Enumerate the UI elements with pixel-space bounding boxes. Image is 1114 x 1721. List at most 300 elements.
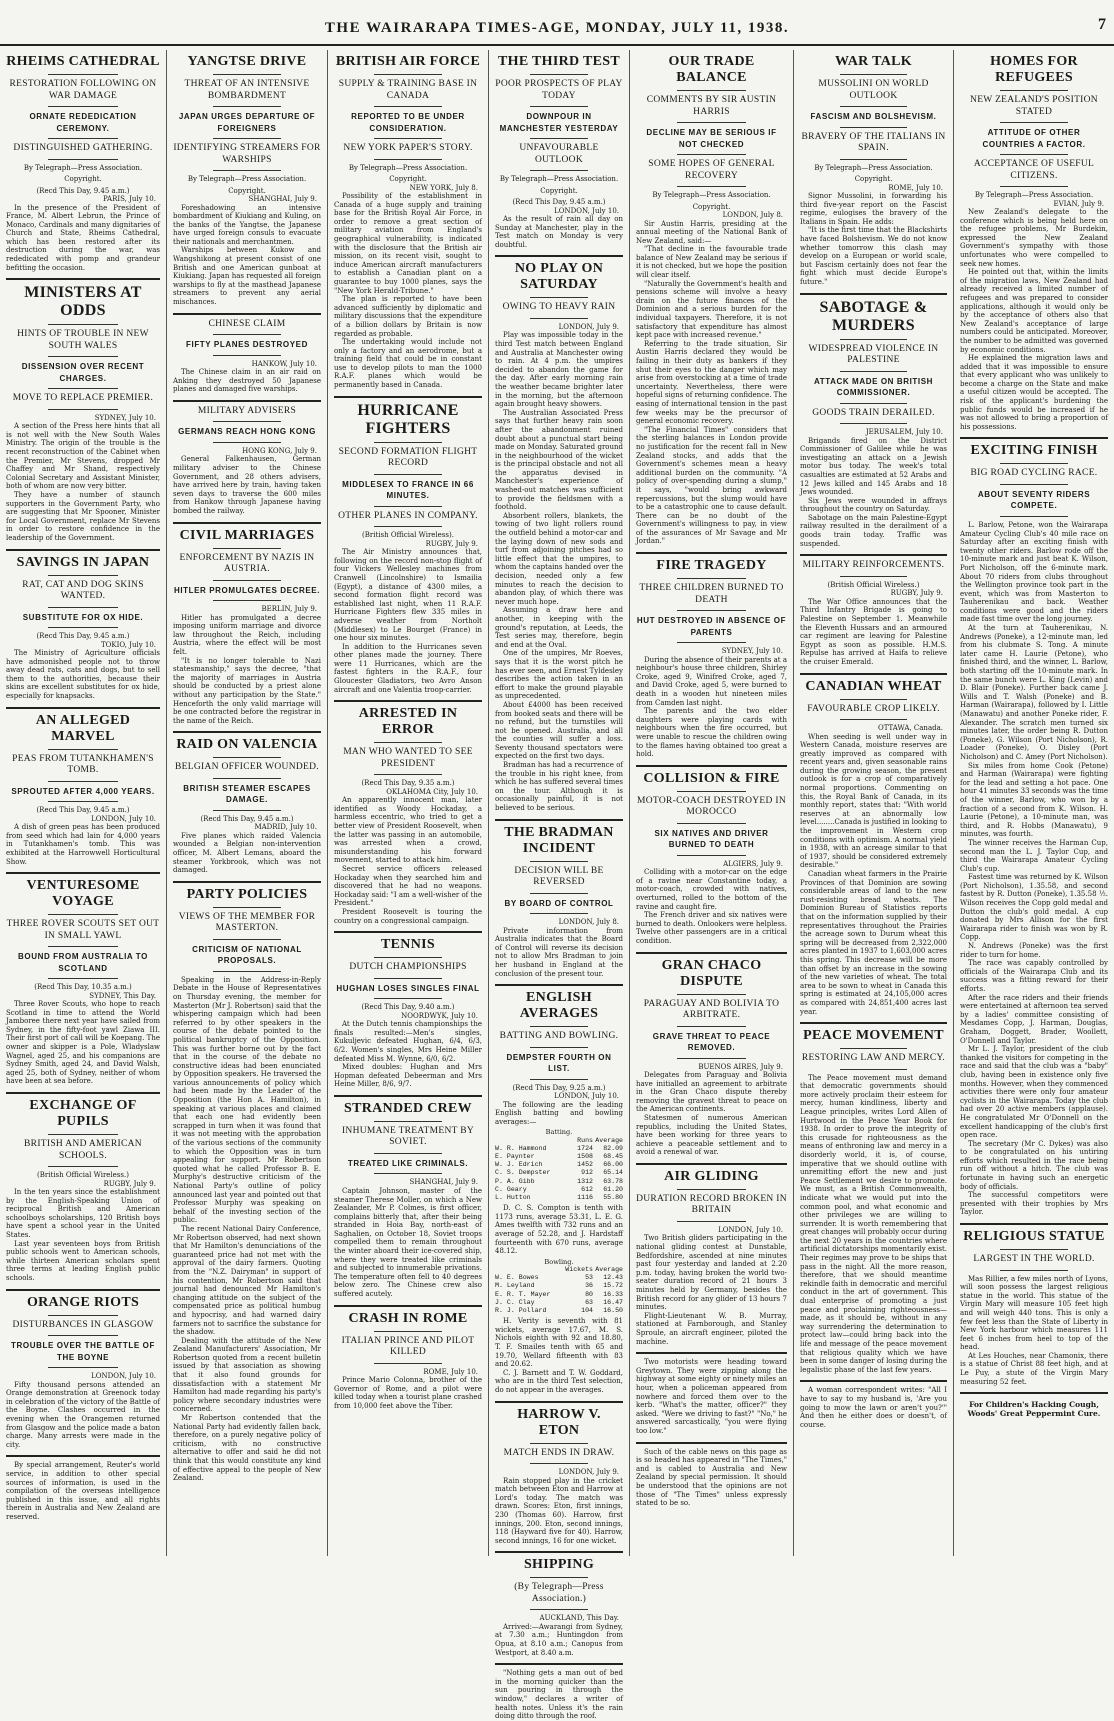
subheading: SIX NATIVES AND DRIVER BURNED TO DEATH [654, 828, 769, 850]
paragraph: One of the umpires, Mr Roeves, says that it is the worst pitch he has ever seen, and Ernest Tyldesley describes the action taken in an effort to make the ground playable as unprecedented. [495, 649, 623, 701]
article [6, 278, 160, 542]
article-body [495, 1204, 623, 1256]
article-divider [800, 673, 947, 675]
subheading-rule [840, 127, 908, 128]
column-7 [953, 50, 1114, 1556]
stats-cell: 65.14 [603, 1169, 623, 1177]
paragraph: When seeding is well under way in Western Canada, moisture reserves are greatly improved as compared with recent years and, given seasonable rains during the growing season, the present outlook is for a crop of comparatively normal proportions. Commenting on this, the Royal Bank of Canada, in its monthly report, states that: "With world reserves at an abnormally low level........Canada is justified in looking to the improvement in Western crop conditions with optimism. A normal yield in 1938, with an acreage similar to that of 1937, should be considered extremely desirable." [800, 732, 947, 870]
subheading: FIFTY PLANES DESTROYED [186, 340, 308, 350]
paragraph: Last year seventeen boys from British public schools went to American schools, while thirteen American scholars spent three terms at leading English public schools. [6, 1239, 160, 1282]
article-divider [6, 1092, 160, 1094]
column-6 [793, 50, 953, 1556]
article [636, 552, 787, 759]
paragraph: Secret service officers released Hockaday when they searched him and discovered that he had no weapons. Hockaday said: "I am a well-wisher of the President." [334, 865, 482, 908]
article-divider [334, 1095, 482, 1097]
paragraph: C. J. Barnett and T. W. Goddard, who are in the third Test selection, do not appear in the averages. [495, 1368, 623, 1395]
article [636, 1442, 787, 1508]
stats-header-cell: Average [595, 1266, 623, 1274]
article-body [6, 1461, 160, 1521]
article [334, 396, 482, 695]
subheading-rule [48, 1335, 119, 1336]
subheading-rule [374, 159, 442, 160]
stats-row [495, 1307, 623, 1315]
wire-credit: (British Official Wireless.) [37, 1171, 129, 1180]
dateline: TOKIO, July 10. [100, 640, 156, 649]
paragraph: Colliding with a motor-car on the edge of a ravine near Constantine today, a motor-coach, crowded with natives, overturned, rolled to the bottom of the ravine and caught fire. [636, 868, 787, 911]
subheading-rule [48, 801, 119, 802]
paragraph: "It is no longer tolerable to Nazi statesmanship," says the decree, "that the majority of marriages in Austria should be conducted by a priest alone without any participation by the State." Henceforth the only valid marriage will be one contracted before the registrar in the name of the Reich. [173, 656, 321, 725]
article-body [636, 1071, 787, 1157]
stats-row [495, 1291, 623, 1299]
subheading: BIG ROAD CYCLING RACE. [970, 468, 1098, 479]
stats-cell: C. S. Dempster [495, 1169, 551, 1177]
paragraph: As the result of rain all day on Sunday at Manchester, play in the Test match on Monday is very doubtful. [495, 215, 623, 249]
paragraph: Delegates from Paraguay and Bolivia have initialled an agreement to arbitrate in the Gran Chaco dispute thereby removing the gravest threat to peace on the American continents. [636, 1071, 787, 1114]
article [495, 1551, 623, 1657]
paragraph: Six Jews were wounded in affrays throughout the country on Saturday. [800, 496, 947, 514]
subheading: MAN WHO WANTED TO SEE PRESIDENT [343, 747, 473, 769]
paragraph: The secretary (Mr C. Dykes) was also to be congratulated on his untiring efforts which resulted in the race being run off without a hitch. The club was fortunate in having such an energetic body of officials. [960, 1139, 1108, 1191]
wire-credit: Copyright. [228, 186, 266, 195]
article [6, 54, 160, 272]
headline: CIVIL MARRIAGES [179, 527, 315, 543]
article-body [6, 649, 160, 701]
article [173, 881, 321, 1483]
article-body [173, 832, 321, 875]
article-divider [173, 400, 321, 402]
paragraph: N. Andrews (Poneke) was the first rider to turn for home. [960, 942, 1108, 959]
subheading: RAT, CAT AND DOG SKINS WANTED. [22, 579, 144, 602]
article [495, 255, 623, 812]
dateline: RUGBY, July 9. [890, 589, 943, 598]
subheading: TREATED LIKE CRIMINALS. [347, 1158, 469, 1168]
dateline: LONDON, July 10. [91, 814, 156, 823]
headline-rule [213, 757, 281, 758]
dateline: BERLIN, July 9. [261, 605, 317, 614]
paragraph: The parents and the two elder daughters were playing cards with neighbours when the fire occurred, but were unable to rescue the children owing to the flames having obtained too great a hold. [636, 707, 787, 759]
headline-rule [374, 442, 442, 443]
paragraph: Two British gliders participating in the national gliding contest at Dunstable, Bedfordshire, ascended at nine minutes past four yesterday and landed at 2.20 p.m. today, having broken the world two-seater duration record of 21 hours 3 minutes held by Germany, besides the British record for any glider of 13 hours 7 minutes. [636, 1234, 787, 1312]
paragraph: At the turn at Tauherenikau, N. Andrews (Poneke), a 12-minute man, led from his clubmate S. Tong. A minute later came H. Laurie (Petone), who finished third, and the winner, L. Barlow, both starting off the 10-minute mark. In the same bunch were L. King (Levin) and D. Blair (Poneke). Further back came J. Wills and T. Walsh (Poneke) and B. Harman (Wairarapa), followed by I. Little (Manawatu) and another Poneke rider, F. Alexander. The scratch men turned six minutes later, the order being R. Dutton (Poneke), G. Wilson (Port Nicholson), R. Loader (Poneke), O. Disley (Port Nicholson) and C. Amey (Port Nicholson). [960, 624, 1108, 761]
article [636, 952, 787, 1157]
subheading-rule [530, 893, 589, 894]
paragraph: A dish of green peas has been produced from seed which had lain for 4,000 years in Tutankhamen's tomb. This was exhibited at the Harrowwell Horticultural Show. [6, 823, 160, 866]
headline: SAVINGS IN JAPAN [16, 554, 150, 570]
received-note: (Recd This Day, 9.45 a.m.) [36, 632, 130, 641]
subheading: BOUND FROM AUSTRALIA TO SCOTLAND [18, 952, 148, 973]
headline: GRAN CHACO DISPUTE [661, 957, 762, 989]
article-body [636, 868, 787, 945]
subheading-rule [374, 978, 442, 979]
article [334, 700, 482, 925]
stats-row [495, 1194, 623, 1202]
article [495, 1663, 623, 1721]
article-body [636, 1448, 787, 1508]
headline-rule [1000, 463, 1068, 464]
subheading-rule [530, 1463, 589, 1464]
stats-row [495, 1153, 623, 1161]
subheading: CHINESE CLAIM [208, 318, 286, 329]
article-body [636, 220, 787, 547]
article-body [6, 204, 160, 273]
article-body [800, 598, 947, 667]
subheading: SECOND FORMATION FLIGHT RECORD [338, 446, 478, 469]
subheading-rule [374, 106, 442, 107]
subheading-rule [677, 1221, 746, 1222]
article-body [495, 1669, 623, 1721]
stats-row [495, 1145, 623, 1153]
wire-credit: Copyright. [389, 175, 427, 183]
paragraph: In addition to the Hurricanes seven other planes made the journey. There were 11 Hurricanes, which are the fastest fighters in the R.A.F., four Gloucester Gladiators, two Avro Anson aircraft and one Valentia troop-carrier. [334, 642, 482, 694]
paragraph: Brigands fired on the District Commissioner of Galilee while he was investigating an attack on a Jewish motor bus today. The week's total casualties are estimated at 52 Arabs and 12 Jews killed and 145 Arabs and 18 Jews wounded. [800, 436, 947, 497]
article-body [495, 1101, 623, 1127]
paragraph: Speaking in the Address-in-Reply Debate in the House of Representatives on Thursday evening, the member for Masterton (Mr J. Robertson) said that the whispering campaign which had been referred to by other speakers in the course of the debate pointed to the political bankruptcy of the Opposition. This was further borne out by the fact that in the course of the debate no constructive ideas had been enunciated by Opposition speakers. He traversed the various announcements of policy which had been made by the Leader of the Opposition (the Hon A. Hamilton), in speaking at various places and claimed that each one had evidently been scrapped in turn when it was found that it was not meeting with the approbation of the various sections of the community to which the Opposition was in turn appealing for support. Mr Robertson quoted what he called Professor B. E. Murphy's destructive criticism of the National Party's outline of policy announced last year and pointed out that Professor Murphy was speaking on behalf of the investing section of the public. [173, 975, 321, 1225]
subheading-rule [677, 1026, 746, 1027]
subheading-rule [374, 1363, 442, 1364]
received-note: (Recd This Day, 9.35 a.m.) [361, 779, 455, 788]
headline: EXCITING FINISH [970, 443, 1098, 459]
paragraph: General Falkenhausen, German military adviser to the Chinese Government, and 28 others advisers, have arrived here by train, having taken seven days to traverse the 600 miles from Hankow through Japanese having bombed the railway. [173, 455, 321, 515]
dateline: SYDNEY, This Day. [89, 991, 156, 1000]
subheading-rule [677, 642, 746, 643]
paragraph: Mixed doubles: Hughan and Mrs Hopman defeated Debeerman and Mrs Heine Miller, 8/6, 9/7. [334, 1063, 482, 1089]
stats-cell: 612 [581, 1185, 593, 1193]
article-divider [800, 554, 947, 556]
paragraph: In the presence of the President of France, M. Albert Lebrun, the Prince of Monaco, Cardinals and many dignitaries of Church and State, Rheims Cathedral, which has been restored after its destruction during the war, was rededicated with pomp and grandeur befitting the occasion. [6, 203, 160, 272]
paragraph: The French driver and six natives were burned to death. Onlookers were helpless. Twelve other passengers are in a critical condition. [636, 911, 787, 945]
subheading-rule [48, 409, 119, 410]
subheading-rule [213, 810, 281, 811]
article-body [6, 1381, 160, 1450]
headline-rule [530, 1443, 589, 1444]
article [800, 293, 947, 549]
subheading-rule [840, 403, 908, 404]
subheading-rule [677, 122, 746, 123]
paragraph: At the Dutch tennis championships the finals resulted:—Men's singles, Kukuljevic defeated Hughan, 6/4, 6/3, 6/2. Women's singles, Mrs Heine Miller defeated Miss M. Wynne, 6/0, 6/2. [334, 1020, 482, 1063]
article-body [334, 192, 482, 390]
subheading-rule [530, 138, 589, 139]
subheading: DISTINGUISHED GATHERING. [13, 143, 153, 153]
article [173, 54, 321, 307]
subheading: BELGIAN OFFICER WOUNDED. [175, 762, 319, 773]
article [6, 1455, 160, 1521]
article-divider [6, 707, 160, 709]
masthead [0, 0, 1114, 46]
stats-cell: 61.20 [603, 1185, 623, 1193]
subheading-rule [48, 978, 119, 979]
subheading-rule [374, 774, 442, 775]
dateline: RUGBY, July 9. [425, 539, 478, 548]
stats-cell: E. Paynter [495, 1153, 535, 1161]
subheading-rule [374, 1173, 442, 1174]
headline-rule [213, 907, 281, 908]
stats-cell: 80 [585, 1290, 593, 1298]
headline-rule [677, 90, 746, 91]
subheading: HUGHAN LOSES SINGLES FINAL [336, 983, 480, 993]
paragraph: "That decline in the favourable trade balance of New Zealand may be serious if it is not checked, but we hope the position will clear itself. [636, 245, 787, 280]
subheading: RESTORING LAW AND MERCY. [801, 1053, 946, 1064]
article [636, 1352, 787, 1435]
subheading-rule [1000, 484, 1068, 485]
paragraph: Fifty thousand persons attended an Orange demonstration at Greenock today in celebration of the victory of the Battle of the Boyne. Clashes occurred in the evening when the Orangemen returned from Glasgow and the police made a baton charge. Many arrests were made in the city. [6, 1380, 160, 1449]
received-note: (Recd This Day, 9.45 a.m.) [512, 198, 606, 206]
subheading: JAPAN URGES DEPARTURE OF FOREIGNERS [178, 112, 316, 133]
article [173, 522, 321, 726]
article-body [173, 368, 321, 394]
article-divider [960, 1223, 1108, 1225]
stats-cell: E. R. T. Mayer [495, 1290, 551, 1298]
article-body [6, 1000, 160, 1086]
article [636, 54, 787, 546]
article-divider [495, 1401, 623, 1403]
article-divider [6, 1289, 160, 1291]
stats-cell: 63 [585, 1298, 593, 1306]
stats-header [495, 1266, 623, 1274]
article-divider [173, 731, 321, 733]
wire-credit: By Telegraph—Press Association. [652, 191, 771, 199]
subheading: HUT DESTROYED IN ABSENCE OF PARENTS [636, 616, 787, 637]
subheading-rule [48, 946, 119, 947]
subheading-rule [213, 600, 281, 601]
stats-cell: 1312 [577, 1177, 593, 1185]
stats-cell: P. A. Gibb [495, 1177, 535, 1185]
paragraph: Sabotage on the main Palestine-Egypt railway resulted in the derailment of a goods train today. Traffic was suspended. [800, 513, 947, 548]
article-body [800, 1074, 947, 1375]
stats-row [495, 1178, 623, 1186]
dateline: LONDON, July 10. [554, 206, 619, 215]
stats-header [495, 1137, 623, 1145]
article-body [636, 1358, 787, 1435]
dateline: SHANGHAI, July 9. [248, 195, 317, 203]
headline: YANGTSE DRIVE [187, 54, 307, 69]
paragraph: Fastest time was returned by K. Wilson (Port Nicholson), 1.35.58, and second fastest by R. Dutton (Poneke), 1.35.58 ½. Wilson receives the Copp gold medal and Dutton the club's gold medal. A cup donated by Mrs Allison for the first Wairarapa rider to finish was won by R. Copp. [960, 873, 1108, 942]
article [800, 554, 947, 666]
article-divider [636, 952, 787, 954]
paragraph: Flight-Lieutenant W. B. Murray, stationed at Farnborough, and Stanley Sproule, an aircraft engineer, piloted the machine. [636, 1311, 787, 1346]
wire-credit: (British Official Wireless). [362, 531, 454, 540]
article [334, 1095, 482, 1299]
paragraph: The War Office announces that the Third Infantry Brigade is going to Palestine on September 1. Meanwhile the Eleventh Hussars and an armoured car regiment are leaving for Palestine Egypt as soon as possible. H.M.S. Repulse has arrived at Haifa to relieve the cruiser Emerald. [800, 597, 947, 666]
stats-cell: R. J. Pollard [495, 1307, 547, 1315]
subheading: DECLINE MAY BE SERIOUS IF NOT CHECKED [646, 128, 777, 149]
paragraph: Hitler has promulgated a decree imposing uniform marriage and divorce law throughout the Reich, including Austria, where the effect will be most felt. [173, 613, 321, 656]
headline-rule [530, 1026, 589, 1027]
subheading-rule [677, 186, 746, 187]
subheading: THREAT OF AN INTENSIVE BOMBARDMENT [184, 79, 310, 101]
stats-row [495, 1186, 623, 1194]
headline-rule [530, 1577, 589, 1578]
headline-rule [1000, 1249, 1068, 1250]
headline-rule [530, 74, 589, 75]
article [173, 400, 321, 516]
subheading-rule [1000, 1270, 1068, 1271]
received-note: (Recd This Day, 10.35 a.m.) [34, 983, 132, 992]
dateline: LONDON, July 10. [718, 1225, 783, 1234]
subheading: COMMENTS BY SIR AUSTIN HARRIS [646, 95, 777, 117]
subheading-rule [48, 607, 119, 608]
article-divider [334, 931, 482, 933]
dateline: LONDON, July 8. [722, 211, 783, 219]
subheading-rule [213, 580, 281, 581]
stats-cell: C. Geary [495, 1185, 527, 1193]
received-note: (Recd This Day, 9.25 a.m.) [512, 1083, 606, 1092]
subheading-rule [48, 159, 119, 160]
article-body [6, 823, 160, 866]
headline-rule [677, 578, 746, 579]
headline-rule [213, 548, 281, 549]
subheading: THREE ROVER SCOUTS SET OUT IN SMALL YAWL [6, 919, 160, 941]
headline-rule [48, 575, 119, 576]
headline-rule [48, 1315, 119, 1316]
article-divider [636, 765, 787, 767]
headline: ORANGE RIOTS [26, 1294, 140, 1310]
article [800, 673, 947, 1017]
paragraph: Mas Rillier, a few miles north of Lyons, will soon possess the largest religious statue in the world. This statue of the Virgin Mary will measure 105 feet high and will weigh 440 tons. This is only a few feet less than the State of Liberty in New York harbour which measures 111 feet 6 inches from heel to top of the head. [960, 1274, 1108, 1352]
headline: ENGLISH AVERAGES [519, 990, 599, 1022]
stats-header-cell: Average [595, 1136, 623, 1144]
paragraph: Six miles from home Cook (Petone) and Harman (Wairarapa) were fighting for the lead and setting a hot pace. One hour 41 minutes 33 seconds was the time of the winner, Barlow, who won by a fraction of a second from K. Wilson. H. Laurie (Petone), a 10-minute man, was third, and R. Hobbs (Manawatu), 9 minutes, was fourth. [960, 761, 1108, 839]
stats-row [495, 1161, 623, 1169]
paragraph: Three Rover Scouts, who hope to reach Scotland in time to attend the World Jamboree there next year have sailed from Sydney, in the fifty-foot yawl Ziawa III. Their first port of call will be Koepang. The owner and skipper is a Pole, Wladyslaw Wagnel, aged 25, and his companions are Sydney Smith, aged 24, and David Walsh, aged 25, both of Sydney, neither of whom have been at sea before. [6, 1000, 160, 1086]
subheading: DISTURBANCES IN GLASGOW [12, 1319, 154, 1330]
headline-rule [530, 297, 589, 298]
subheading-rule [213, 442, 281, 443]
article-divider [495, 1551, 623, 1553]
subheading: WIDESPREAD VIOLENCE IN PALESTINE [808, 343, 939, 366]
article-divider [636, 552, 787, 554]
subheading-rule [530, 1047, 589, 1048]
subheading: INHUMANE TREATMENT BY SOVIET. [341, 1125, 475, 1148]
stats-row [495, 1282, 623, 1290]
subheading-rule [48, 356, 119, 357]
article-body [173, 976, 321, 1483]
headline-rule [840, 339, 908, 340]
paragraph: New Zealand's delegate to the conference which is being held here on the refugee problems, Mr Burdekin, expressed the New Zealand Government's sympathy with those unfortunates who were compelled to seek new homes. [960, 208, 1108, 268]
stats-cell: 53 [585, 1274, 593, 1282]
paragraph: Prince Mario Colonna, brother of the Governor of Rome, and a pilot were killed today when a tourist plane crashed from 10,000 feet above the Tiber. [334, 1376, 482, 1410]
headline: RHEIMS CATHEDRAL [6, 54, 160, 69]
paragraph: H. Verity is seventh with 81 wickets, average 17.67, M. S. Nichols eighth with 92 and 18.80, T. F. Smailes tenth with 65 and 19.70, Wellard fifteenth with 83 and 20.62. [495, 1317, 623, 1369]
stats-cell: W. J. Edrich [495, 1161, 543, 1169]
paragraph: Mr Robertson contended that the National Party had evidently fallen back, therefore, on a purely negative policy of criticism, with no constructive alternative to offer and said he did not think that this would constitute any kind of effective appeal to the people of New Zealand. [173, 1414, 321, 1483]
article-body [173, 455, 321, 515]
headline-rule [48, 749, 119, 750]
subheading: MOVE TO REPLACE PREMIER. [12, 393, 154, 404]
subheading: UNFAVOURABLE OUTLOOK [519, 143, 599, 165]
headline: NO PLAY ON SATURDAY [514, 261, 604, 293]
paragraph: Possibility of the establishment in Canada of a huge supply and training base for the British Royal Air Force, in order to remove a great section of military aviation from England's geographical vulnerability, is indicated with the disclosure that the British air mission, on its recent visit, sought to induce American aircraft manufacturers to establish a Canadian plant on a guarantee to buy 1000 planes, says the "New York Herald-Tribune." [334, 192, 482, 295]
article [334, 931, 482, 1089]
paragraph: The undertaking would include not only a factory and an aerodrome, but a training field that could be in constant use to develop pilots to man the 1000 R.A.F. planes which would be permanently based in Canada. [334, 338, 482, 390]
article-body [334, 1376, 482, 1410]
stats-cell: M. Leyland [495, 1282, 535, 1290]
headline-rule [530, 861, 589, 862]
paragraph: Arrived:—Awarangi from Sydney, at 7.30 a.m.; Huntingdon from Opua, at 8.10 a.m.; Canopus from Westport, at 8.40 a.m. [495, 1622, 623, 1657]
stats-cell: W. E. Bowes [495, 1274, 539, 1282]
paragraph: He explained the migration laws and added that it was impossible to ensure that every applicant who was unlikely to become a charge on the State and make a useful citizen would be accepted. The risk of the applicant's burdening the public funds would be increased if he was not allowed to bring a proportion of his possessions. [960, 354, 1108, 431]
article-body [800, 192, 947, 287]
paragraph: They have a number of staunch supporters in the Government Party, who are suggesting that Mr Spooner, Minister for Local Government, replace Mr Stevens in order to restore confidence in the leadership of the Government. [6, 491, 160, 542]
dateline: AUCKLAND, This Day. [539, 1614, 619, 1623]
paragraph: About £4000 has been received from booked seats and there will be no refund, but the turnstiles will not be opened. Australia, and all the counties will suffer a loss. Seventy thousand spectators were expected on the first two days. [495, 700, 623, 761]
headline-rule [48, 324, 119, 325]
subheading-rule [677, 823, 746, 824]
subheading: GOODS TRAIN DERAILED. [812, 407, 935, 418]
column-1 [0, 50, 166, 1556]
article-divider [800, 293, 947, 295]
paragraph: He pointed out that, within the limits of the migration laws, New Zealand had already received a limited number of refugees and was prepared to consider applications, although it would only be by the acceptance of others also that New Zealand's acceptance of large numbers could be anticipated. Moreover, the number to be admitted was governed by economic conditions. [960, 268, 1108, 354]
paragraph: Captain Johnson, master of the steamer Therese Moller, on which a New Zealander, Mr P. Colmes, is first officer, complains bitterly that, after their being stranded in Hoia Bay, north-east of Saghalien, on October 18, Soviet troops compelled them to remain throughout the winter aboard their ice-covered ship, where they were treated like criminals and subjected to innumerable privations. The temperature often fell to 40 degrees below zero. The Chinese crew also suffered acutely. [334, 1186, 482, 1299]
subheading-rule [213, 138, 281, 139]
article-body [800, 1386, 947, 1429]
subheading-rule [374, 474, 442, 475]
article-body [495, 1623, 623, 1657]
article-body [334, 1187, 482, 1299]
paragraph: "The Financial Times" considers that the sterling balances in London provide no justification for the recent fall in New Zealand stocks, and adds that the Government's schemes mean a heavy additional burden on the community. "A policy of over-spending during a slump," it says, "would bring awkward repercussions, but the slump would have to be a catastrophic one to cause default. There can be no doubt of the Government's willingness to pay, in view of the assurances of Mr Savage and Mr Jordan." [636, 425, 787, 546]
headline: AIR GLIDING [664, 1168, 759, 1184]
article [636, 765, 787, 946]
subheading-rule [530, 1079, 589, 1080]
subheading: SOME HOPES OF GENERAL RECOVERY [648, 159, 775, 181]
stats-cell: 36 [585, 1282, 593, 1290]
stats-caption: Batting. [545, 1128, 573, 1137]
paragraph: The Australian Associated Press says that further heavy rain soon after the abandonment ruined doubt about a punctual start being made on Monday. Saturated ground in the neighbourhood of the wicket is the principal obstacle and not all the apparatus devised in Manchester's experience of washed-out matches was sufficient to provide the fieldsmen with a foothold. [495, 408, 623, 512]
stats-header-cell [495, 1266, 563, 1274]
article [173, 313, 321, 394]
paragraph: Five planes which raided Valencia wounded a Belgian non-intervention officer, M. Albert Lemans, aboard the steamer Yorkbrook, which was not damaged. [173, 831, 321, 875]
headline-rule [840, 699, 908, 700]
stats-cell: 82.09 [603, 1144, 623, 1152]
dateline: SYDNEY, July 10. [94, 413, 156, 422]
subheading: PEAS FROM TUTANKHAMEN'S TOMB. [12, 753, 154, 776]
article-divider [495, 255, 623, 257]
subheading-rule [48, 106, 119, 107]
subheading: CRITICISM OF NATIONAL PROPOSALS. [192, 944, 302, 966]
received-note: (Recd This Day, 9.45 a.m.) [200, 814, 294, 823]
dateline: ALGIERS, July 9. [723, 859, 783, 868]
subheading: SUBSTITUTE FOR OX HIDE. [22, 612, 144, 622]
subheading: IDENTIFYING STREAMERS FOR WARSHIPS [173, 143, 321, 165]
headline-rule [48, 1134, 119, 1135]
stats-cell: 1116 [577, 1194, 593, 1202]
subheading-rule [840, 576, 908, 577]
paragraph: "It is the first time that the Blackshirts have faced Bolshevism. We do not know whether tomorrow this clash may develop on a European or world scale, but Fascism certainly does not fear the fight which must decide Europe's future." [800, 226, 947, 286]
article-divider [636, 1352, 787, 1354]
subheading: LARGEST IN THE WORLD. [973, 1254, 1095, 1265]
subheading: DECISION WILL BE REVERSED [514, 865, 604, 888]
subheading: BY BOARD OF CONTROL [504, 898, 614, 908]
subheading-rule [374, 998, 442, 999]
subheading: HITLER PROMULGATES DECREE. [173, 585, 321, 595]
article-body [6, 1188, 160, 1283]
stats-caption: Bowling. [544, 1257, 574, 1266]
dateline: ROME, July 10. [888, 183, 943, 192]
paragraph: Foreshadowing an intensive bombardment of Kiukiang and Kuling, on the banks of the Yangtse, the Japanese have urged foreign consuls to evacuate their nationals and merchantmen. [173, 203, 321, 246]
headline-rule [840, 1048, 908, 1049]
paragraph: Bradman has had a recurrence of the trouble in his right knee, from which he has suffered several times on the tour. Although it is occasionally painful, it is not believed to be serious. [495, 761, 623, 813]
paragraph: Referring to the trade situation, Sir Austin Harris declared they would be failing in their duty as bankers if they shut their eyes to the danger which may arise from overstocking at a time of trade uncertainty. Nevertheless, there were hopeful signs of returning confidence. The easing of international tension in the past few weeks may be the precursor of general economic recovery. [636, 339, 787, 426]
subheading-rule [840, 719, 908, 720]
subheading-rule [677, 610, 746, 611]
page-number: 7 [1098, 16, 1106, 33]
article [800, 54, 947, 287]
paragraph: At Les Houches, near Chamonix, there is a statue of Christ 88 feet high, and at Le Puy, a stute of the Virgin Mary measuring 52 feet. [960, 1351, 1108, 1386]
headline: AN ALLEGED MARVEL [35, 712, 131, 744]
article-divider [173, 313, 321, 315]
headline: PARTY POLICIES [186, 886, 308, 902]
article-divider [636, 1163, 787, 1165]
stats-cell: 16.47 [603, 1298, 623, 1306]
